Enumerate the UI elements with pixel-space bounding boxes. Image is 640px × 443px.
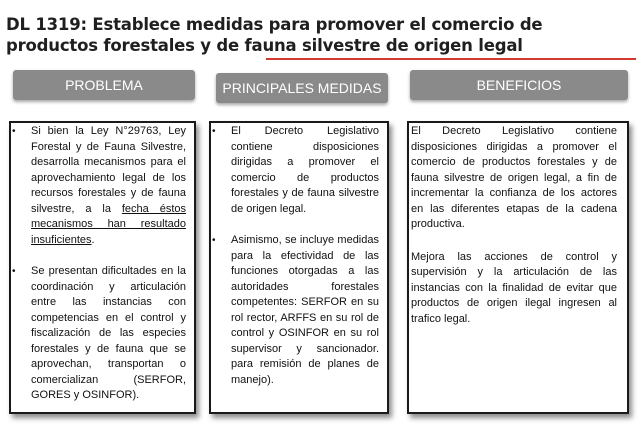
problema-item: • Se presentan dificultades en la coordinación y articulación entre las instancias con competencias en el control y fiscalización de las especies forestales y de fauna que se aprovechan, transportan o comercializan (SERFOR, GORES y OSINFOR). xyxy=(11,264,186,404)
beneficios-paragraph: El Decreto Legislativo contiene disposiciones dirigidas a promover el comercio de productos forestales y de fauna silvestre de origen legal, a fin de incrementar la confianza de los actores en las diferentes etapas de la cadena productiva. xyxy=(411,125,617,230)
problema-header: PROBLEMA xyxy=(13,70,195,100)
beneficios-paragraph: Mejora las acciones de control y supervisión y la articulación de las instancias con la finalidad de evitar que productos de origen ilegal ingresen al trafico legal. xyxy=(411,250,617,325)
principales-medidas-box xyxy=(209,121,389,414)
problema-list xyxy=(11,123,194,404)
problema-item: • Si bien la Ley N°29763, Ley Forestal y de Fauna Silvestre, desarrolla mecanismos para el aprovechamiento legal de los recursos forestales y de fauna silvestre, a la fecha éstos mecanismos han resultado insuficientes. xyxy=(11,124,186,248)
medidas-list xyxy=(211,123,387,388)
problema-box xyxy=(9,121,196,414)
medidas-item: • El Decreto Legislativo contiene disposiciones dirigidas a promover el comercio de productos forestales y de fauna silvestre de origen legal. xyxy=(211,124,379,217)
beneficios-header: BENEFICIOS xyxy=(410,70,628,100)
medidas-item: • Asimismo, se incluye medidas para la efectividad de las funciones otorgadas a las autoridades forestales competentes: SERFOR en su rol rector, ARFFS en su rol de control y OSINFOR en su rol supervisor y sancionador. para remisión de planes de manejo). xyxy=(211,233,379,388)
underlined-text: fecha éstos mecanismos han resultado insuficientes xyxy=(31,202,186,246)
title-underline-accent xyxy=(266,58,636,60)
beneficios-box xyxy=(407,121,629,414)
page-title: DL 1319: Establece medidas para promover el comercio de productos forestales y de fauna silvestre de origen legal xyxy=(6,15,543,55)
principales-medidas-header: PRINCIPALES MEDIDAS xyxy=(216,73,388,103)
